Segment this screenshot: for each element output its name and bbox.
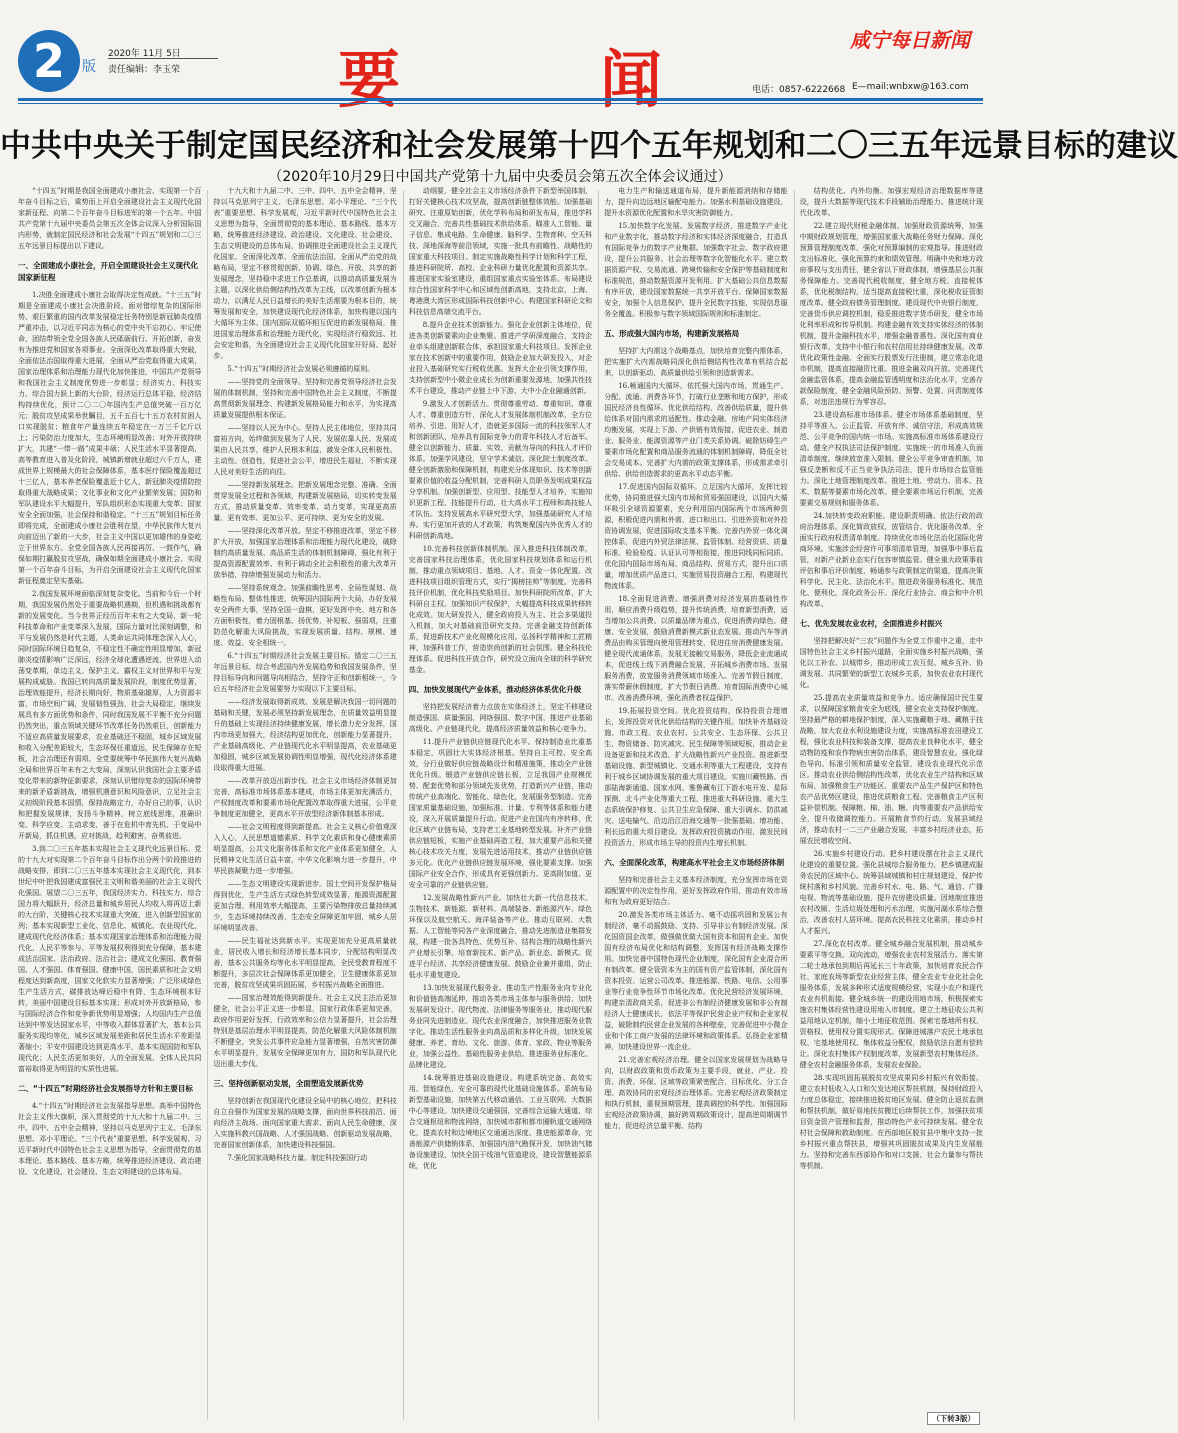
paragraph: 4.“十四五”时期经济社会发展指导思想。高举中国特色社会主义伟大旗帜，深入贯彻党的十九大和十九届二中、三中、四中、五中全会精神，坚持以马克思列宁主义、毛泽东思想、邓小平理论、“三个代表”重要思想、科学发展观、习近平新时代中国特色社会主义思想为指导，全面贯彻党的基本理论、基本路线、基本方略，统筹推进经济建设、政治建设、文化建设、社会建设、生态文明建设的总体布局。 <box>18 1102 202 1176</box>
column-divider <box>207 190 208 1420</box>
paragraph: 19.拓展投资空间。优化投资结构，保持投资合理增长，发挥投资对优化供给结构的关键作用。加快补齐基础设施、市政工程、农业农村、公共安全、生态环保、公共卫生、物资储备、防灾减灾、民生保障等领域短板，推动企业设备更新和技术改造，扩大战略性新兴产业投资。推进新型基础设施、新型城镇化、交通水利等重大工程建设，支持有利于城乡区域协调发展的重大项目建设。实施川藏铁路、西部陆海新通道、国家水网、雅鲁藏布江下游水电开发、星际探测、北斗产业化等重大工程，推进重大科研设施、重大生态系统保护修复、公共卫生应急保障、重大引调水、防洪减灾、送电输气、沿边沿江沿海交通等一批强基础、增功能、利长远的重大项目建设。发挥政府投资撬动作用，激发民间投资活力，形成市场主导的投资内生增长机制。 <box>604 707 788 847</box>
paragraph: 27.深化农村改革。健全城乡融合发展机制，推动城乡要素平等交换、双向流动，增强农业农村发展活力。落实第二轮土地承包到期后再延长三十年政策，加快培育农民合作社、家庭农场等新型农业经营主体，健全农业专业化社会化服务体系，发展多种形式适度规模经营，实现小农户和现代农业有机衔接。健全城乡统一的建设用地市场，积极探索实施农村集体经营性建设用地入市制度。建立土地征收公共利益用地认定机制，缩小土地征收范围。探索宅基地所有权、资格权、使用权分置实现形式。保障进城落户农民土地承包权、宅基地使用权、集体收益分配权，鼓励依法自愿有偿转让。深化农村集体产权制度改革，发展新型农村集体经济。健全农村金融服务体系，发展农业保险。 <box>799 940 983 1069</box>
paragraph: 16.畅通国内大循环。依托强大国内市场，贯通生产、分配、流通、消费各环节，打破行业垄断和地方保护，形成国民经济良性循环。优化供给结构，改善供给质量，提升供给体系对国内需求的适配性。推动金融、房地产同实体经济均衡发展，实现上下游、产供销有效衔接，促进农业、制造业、服务业、能源资源等产业门类关系协调。破除妨碍生产要素市场化配置和商品服务流通的体制机制障碍，降低全社会交易成本。完善扩大内需的政策支撑体系，形成需求牵引供给、供给创造需求的更高水平动态平衡。 <box>604 382 788 478</box>
text-column-1 <box>18 186 201 1426</box>
paragraph: 17.促进国内国际双循环。立足国内大循环，发挥比较优势，协同推进强大国内市场和贸易强国建设，以国内大循环吸引全球资源要素，充分利用国内国际两个市场两种资源，积极促进内需和外需、进口和出口、引进外资和对外投资协调发展，促进国际收支基本平衡。完善内外贸一体化调控体系，促进内外贸法律法规、监管体制、经营资质、质量标准、检验检疫、认证认可等相衔接，推进同线同标同质。优化国内国际市场布局、商品结构、贸易方式，提升出口质量，增加优质产品进口，实施贸易投资融合工程，构建现代物流体系。 <box>604 483 788 590</box>
article-title: 中共中央关于制定国民经济和社会发展第十四个五年规划和二〇三五年远景目标的建议 <box>0 128 1178 164</box>
paragraph: 结构优化、内外均衡。加强宏观经济治理数据库等建设，提升大数据等现代技术手段辅助治理能力。推进统计现代化改革。 <box>799 187 983 217</box>
paragraph: 8.提升企业技术创新能力。强化企业创新主体地位，促进各类创新要素向企业集聚。推进产学研深度融合，支持企业牵头组建创新联合体，承担国家重大科技项目。发挥企业家在技术创新中的重要作用，鼓励企业加大研发投入，对企业投入基础研究实行税收优惠。发挥大企业引领支撑作用，支持创新型中小微企业成长为创新重要发源地，加强共性技术平台建设，推动产业链上中下游、大中小企业融通创新。 <box>408 321 593 395</box>
paragraph: 10.完善科技创新体制机制。深入推进科技体制改革，完善国家科技治理体系，优化国家科技规划体系和运行机制，推动重点领域项目、基地、人才、资金一体化配置。改进科技项目组织管理方式，实行“揭榜挂帅”等制度。完善科技评价机制，优化科技奖励项目。加快科研院所改革，扩大科研自主权。加强知识产权保护，大幅提高科技成果转移转化成效。加大研发投入，健全政府投入为主、社会多渠道投入机制，加大对基础前沿研究支持。完善金融支持创新体系，促进新技术产业化规模化应用。弘扬科学精神和工匠精神，加强科普工作，营造崇尚创新的社会氛围。健全科技伦理体系。促进科技开放合作，研究设立面向全球的科学研究基金。 <box>408 545 593 674</box>
section-heading: 六、全面深化改革，构建高水平社会主义市场经济体制 <box>604 858 785 867</box>
paragraph: 22.建立现代财税金融体制。加强财政资源统筹，加强中期财政规划管理，增强国家重大战略任务财力保障。深化预算管理制度改革，强化对预算编制的宏观指导。推进财政支出标准化，强化预算约束和绩效管理。明确中央和地方政府事权与支出责任，健全省以下财政体制，增强基层公共服务保障能力。完善现代税收制度，健全地方税、直接税体系，优化税制结构，适当提高直接税比重，深化税收征管制度改革。健全政府债务管理制度。建设现代中央银行制度，完善货币供应调控机制，稳妥推进数字货币研发，健全市场化利率形成和传导机制。构建金融有效支持实体经济的体制机制，提升金融科技水平，增强金融普惠性。深化国有商业银行改革，支持中小银行和农村信用社持续健康发展，改革优化政策性金融。全面实行股票发行注册制，建立常态化退市机制，提高直接融资比重。推进金融双向开放。完善现代金融监管体系，提高金融监管透明度和法治化水平，完善存款保险制度，健全金融风险预防、预警、处置、问责制度体系，对违法违规行为零容忍。 <box>799 222 983 406</box>
date-divider <box>108 58 218 59</box>
section-heading: 二、“十四五”时期经济社会发展指导方针和主要目标 <box>18 1084 193 1093</box>
paragraph: 电力生产和输送通道布局，提升新能源消纳和存储能力，提升向边远地区输配电能力。加强水利基础设施建设，提升水资源优化配置和水旱灾害防御能力。 <box>604 187 788 217</box>
contact-email: E—mail:wnbxw@163.com <box>852 82 969 92</box>
masthead <box>0 0 1000 116</box>
paragraph: 28.实现巩固拓展脱贫攻坚成果同乡村振兴有效衔接。建立农村低收入人口和欠发达地区帮扶机制，保持财政投入力度总体稳定，接续推进脱贫地区发展。健全防止返贫监测和帮扶机制，做好易地扶贫搬迁后续帮扶工作，加强扶贫项目资金资产管理和监督，推动特色产业可持续发展。健全农村社会保障和救助制度。在西部地区脱贫县中集中支持一批乡村振兴重点帮扶县，增强其巩固脱贫成果及内生发展能力。坚持和完善东西部协作和对口支援、社会力量参与帮扶等机制。 <box>799 1074 983 1170</box>
section-heading: 七、优先发展农业农村，全面推进乡村振兴 <box>799 619 943 628</box>
section-heading: 三、坚持创新驱动发展，全面塑造发展新优势 <box>213 1079 364 1088</box>
text-column-3 <box>409 186 592 1426</box>
text-column-2 <box>213 186 396 1426</box>
paragraph: 动纲要，健全社会主义市场经济条件下新型举国体制，打好关键核心技术攻坚战，提高创新链整体效能。加强基础研究、注重原始创新，优化学科布局和研发布局，推进学科交叉融合，完善共性基础技术供给体系。瞄准人工智能、量子信息、集成电路、生命健康、脑科学、生物育种、空天科技、深地深海等前沿领域，实施一批具有前瞻性、战略性的国家重大科技项目。制定实施战略性科学计划和科学工程，推进科研院所、高校、企业科研力量优化配置和资源共享。推进国家实验室建设，重组国家重点实验室体系。布局建设综合性国家科学中心和区域性创新高地，支持北京、上海、粤港澳大湾区形成国际科技创新中心。构建国家科研论文和科技信息高端交流平台。 <box>408 187 593 316</box>
header-rule <box>18 98 983 101</box>
paragraph: 14.统筹推进基础设施建设。构建系统完备、高效实用、智能绿色、安全可靠的现代化基础设施体系。系统布局新型基础设施，加快第五代移动通信、工业互联网、大数据中心等建设。加快建设交通强国，完善综合运输大通道、综合交通枢纽和物流网络，加快城市群和都市圈轨道交通网络化，提高农村和边境地区交通通达深度。推进能源革命，完善能源产供储销体系，加强国内油气勘探开发，加快油气储备设施建设，加快全国干线油气管道建设，建设智慧能源系统，优化 <box>408 1074 593 1170</box>
paragraph: 11.提升产业链供应链现代化水平。保持制造业比重基本稳定，巩固壮大实体经济根基。坚持自主可控、安全高效，分行业做好供应链战略设计和精准施策，推动全产业链优化升级。锻造产业链供应链长板，立足我国产业规模优势、配套优势和部分领域先发优势，打造新兴产业链，推动传统产业高端化、智能化、绿色化，发展服务型制造。完善国家质量基础设施，加强标准、计量、专利等体系和能力建设，深入开展质量提升行动。促进产业在国内有序转移，优化区域产业链布局，支持老工业基地转型发展。补齐产业链供应链短板，实施产业基础再造工程，加大重要产品和关键核心技术攻关力度，发展先进适用技术，推动产业链供应链多元化。优化产业链供应链发展环境，强化要素支撑。加强国际产业安全合作，形成具有更强创新力、更高附加值、更安全可靠的产业链供应链。 <box>408 738 593 889</box>
page-number-badge: 2 <box>18 30 80 92</box>
text-column-4 <box>604 186 787 1426</box>
paragraph: ——改革开放迈出新步伐。社会主义市场经济体制更加完善，高标准市场体系基本建成，市场主体更加充满活力，产权制度改革和要素市场化配置改革取得重大进展，公平竞争制度更加健全，更高水平开放型经济新体制基本形成。 <box>213 777 397 818</box>
column-divider <box>794 190 795 1420</box>
text-column-5 <box>800 186 983 1426</box>
section-heading: 四、加快发展现代产业体系，推动经济体系优化升级 <box>408 685 582 694</box>
paragraph: 坚持和完善社会主义基本经济制度，充分发挥市场在资源配置中的决定性作用，更好发挥政府作用，推动有效市场和有为政府更好结合。 <box>604 876 788 906</box>
paragraph: 21.完善宏观经济治理。健全以国家发展规划为战略导向，以财政政策和货币政策为主要手段，就业、产业、投资、消费、环保、区域等政策紧密配合，目标优化、分工合理、高效协同的宏观经济治理体系。完善宏观经济政策制定和执行机制，重视预期管理，提高调控的科学性。加强国际宏观经济政策协调，搞好跨周期政策设计，提高逆周期调节能力，促进经济总量平衡、结构 <box>604 1056 788 1130</box>
paragraph: ——社会文明程度得到新提高。社会主义核心价值观深入人心，人民思想道德素质、科学文化素质和身心健康素质明显提高，公共文化服务体系和文化产业体系更加健全，人民精神文化生活日益丰富，中华文化影响力进一步提升，中华民族凝聚力进一步增强。 <box>213 823 397 875</box>
section-heading: 一、全面建成小康社会，开启全面建设社会主义现代化国家新征程 <box>18 261 198 282</box>
section-title-char-1: 要 <box>338 43 401 116</box>
section-title-char-2: 闻 <box>600 43 663 116</box>
paragraph: 25.提高农业质量效益和竞争力。适应确保国计民生要求，以保障国家粮食安全为底线，健全农业支持保护制度。坚持最严格的耕地保护制度，深入实施藏粮于地、藏粮于技战略，加大农业水利设施建设力度，实施高标准农田建设工程，强化农业科技和装备支撑，提高农业良种化水平，健全动物防疫和农作物病虫害防治体系，建设智慧农业。强化绿色导向、标准引领和质量安全监管，建设农业现代化示范区。推动农业供给侧结构性改革，优化农业生产结构和区域布局，加强粮食生产功能区、重要农产品生产保护区和特色农产品优势区建设，推进优质粮食工程。完善粮食主产区利益补偿机制。保障粮、棉、油、糖、肉等重要农产品供给安全，提升收储调控能力。开展粮食节约行动。发展县域经济，推动农村一二三产业融合发展，丰富乡村经济业态，拓展农民增收空间。 <box>799 694 983 845</box>
paragraph: 13.加快发展现代服务业。推动生产性服务业向专业化和价值链高端延伸，推动各类市场主体参与服务供给，加快发展研发设计、现代物流、法律服务等服务业，推动现代服务业同先进制造业、现代农业深度融合，加快推进服务业数字化。推动生活性服务业向高品质和多样化升级，加快发展健康、养老、育幼、文化、旅游、体育、家政、物业等服务业，加强公益性、基础性服务业供给。推进服务业标准化、品牌化建设。 <box>408 984 593 1069</box>
paragraph: ——坚持以人民为中心。坚持人民主体地位，坚持共同富裕方向，始终做到发展为了人民、发展依靠人民、发展成果由人民共享，维护人民根本利益，激发全体人民积极性、主动性、创造性，促进社会公平，增进民生福祉，不断实现人民对美好生活的向往。 <box>213 424 397 476</box>
paragraph: 15.加快数字化发展。发展数字经济，推进数字产业化和产业数字化，推动数字经济和实体经济深度融合，打造具有国际竞争力的数字产业集群。加强数字社会、数字政府建设，提升公共服务、社会治理等数字化智能化水平。建立数据资源产权、交易流通、跨境传输和安全保护等基础制度和标准规范，推动数据资源开发利用。扩大基础公共信息数据有序开放，建设国家数据统一共享开放平台。保障国家数据安全，加强个人信息保护。提升全民数字技能，实现信息服务全覆盖。积极参与数字领域国际规则和标准制定。 <box>604 222 788 318</box>
article-subtitle: （2020年10月29日中国共产党第十九届中央委员会第五次全体会议通过） <box>268 169 732 185</box>
paragraph: 5.“十四五”时期经济社会发展必须遵循的原则。 <box>227 365 375 373</box>
paragraph: ——坚持深化改革开放。坚定不移推进改革，坚定不移扩大开放，加强国家治理体系和治理能力现代化建设，破除制约高质量发展、高品质生活的体制机制障碍，强化有利于提高资源配置效率、有利于调动全社会积极性的重大改革开放举措，持续增强发展动力和活力。 <box>213 527 397 579</box>
paragraph: ——经济发展取得新成效。发展是解决我国一切问题的基础和关键，发展必须坚持新发展理念，在质量效益明显提升的基础上实现经济持续健康发展，增长潜力充分发挥，国内市场更加强大，经济结构更加优化，创新能力显著提升，产业基础高级化、产业链现代化水平明显提高，农业基础更加稳固，城乡区域发展协调性明显增强，现代化经济体系建设取得重大进展。 <box>213 698 397 772</box>
paragraph: ——坚持系统观念。加强前瞻性思考、全局性谋划、战略性布局、整体性推进，统筹国内国际两个大局，办好发展安全两件大事，坚持全国一盘棋，更好发挥中央、地方和各方面积极性，着力固根基、扬优势、补短板、强弱项，注重防范化解重大风险挑战，实现发展质量、结构、规模、速度、效益、安全相统一。 <box>213 584 397 647</box>
newspaper-name: 咸宁每日新闻 <box>850 28 970 52</box>
paragraph: 坚持扩大内需这个战略基点，加快培育完整内需体系，把实施扩大内需战略同深化供给侧结构性改革有机结合起来，以创新驱动、高质量供给引领和创造新需求。 <box>604 347 788 377</box>
paragraph: ——生态文明建设实现新进步。国土空间开发保护格局得到优化，生产生活方式绿色转型成效显著，能源资源配置更加合理、利用效率大幅提高，主要污染物排放总量持续减少，生态环境持续改善，生态安全屏障更加牢固，城乡人居环境明显改善。 <box>213 880 397 932</box>
paragraph: 坚持创新在我国现代化建设全局中的核心地位，把科技自立自强作为国家发展的战略支撑，面向世界科技前沿、面向经济主战场、面向国家重大需求、面向人民生命健康，深入实施科教兴国战略、人才强国战略、创新驱动发展战略，完善国家创新体系，加快建设科技强国。 <box>213 1097 397 1149</box>
paragraph: 1.决胜全面建成小康社会取得决定性成就。“十三五”时期是全面建成小康社会决胜阶段。面对错综复杂的国际形势、艰巨繁重的国内改革发展稳定任务特别是新冠肺炎疫情严重冲击，以习近平同志为核心的党中央不忘初心、牢记使命，团结带领全党全国各族人民砥砺前行、开拓创新，奋发有为推进党和国家各项事业。全面深化改革取得重大突破，全面依法治国取得重大进展，全面从严治党取得重大成果，国家治理体系和治理能力现代化加快推进，中国共产党领导和我国社会主义制度优势进一步彰显；经济实力、科技实力、综合国力跃上新的大台阶，经济运行总体平稳，经济结构持续优化，预计二〇二〇年国内生产总值突破一百万亿元；脱贫攻坚成果举世瞩目，五千五百七十五万农村贫困人口实现脱贫；粮食年产量连续五年稳定在一万三千亿斤以上；污染防治力度加大，生态环境明显改善；对外开放持续扩大，共建“一带一路”成果丰硕；人民生活水平显著提高，高等教育进入普及化阶段，城镇新增就业超过六千万人，建成世界上规模最大的社会保障体系，基本医疗保险覆盖超过十三亿人，基本养老保险覆盖近十亿人，新冠肺炎疫情防控取得重大战略成果；文化事业和文化产业繁荣发展；国防和军队建设水平大幅提升，军队组织形态实现重大变革；国家安全全面加强，社会保持和谐稳定。“十三五”规划目标任务即将完成，全面建成小康社会胜利在望，中华民族伟大复兴向前迈出了新的一大步，社会主义中国以更加雄伟的身姿屹立于世界东方。全党全国各族人民再接再厉、一鼓作气，确保如期打赢脱贫攻坚战，确保如期全面建成小康社会、实现第一个百年奋斗目标，为开启全面建设社会主义现代化国家新征程奠定坚实基础。 <box>18 291 202 585</box>
paragraph: 3.到二〇三五年基本实现社会主义现代化远景目标。党的十九大对实现第二个百年奋斗目标作出分两个阶段推进的战略安排，即到二〇三五年基本实现社会主义现代化，到本世纪中叶把我国建成富强民主文明和谐美丽的社会主义现代化强国。展望二〇三五年，我国经济实力、科技实力、综合国力将大幅跃升，经济总量和城乡居民人均收入将再迈上新的大台阶，关键核心技术实现重大突破，进入创新型国家前列；基本实现新型工业化、信息化、城镇化、农业现代化，建成现代化经济体系；基本实现国家治理体系和治理能力现代化，人民平等参与、平等发展权利得到充分保障，基本建成法治国家、法治政府、法治社会；建成文化强国、教育强国、人才强国、体育强国、健康中国，国民素质和社会文明程度达到新高度，国家文化软实力显著增强；广泛形成绿色生产生活方式，碳排放达峰后稳中有降，生态环境根本好转，美丽中国建设目标基本实现；形成对外开放新格局，参与国际经济合作和竞争新优势明显增强；人均国内生产总值达到中等发达国家水平，中等收入群体显著扩大，基本公共服务实现均等化，城乡区域发展差距和居民生活水平差距显著缩小；平安中国建设达到更高水平，基本实现国防和军队现代化；人民生活更加美好，人的全面发展、全体人民共同富裕取得更为明显的实质性进展。 <box>18 845 202 1073</box>
paragraph: ——国家治理效能得到新提升。社会主义民主法治更加健全，社会公平正义进一步彰显，国家行政体系更加完善，政府作用更好发挥，行政效率和公信力显著提升，社会治理特别是基层治理水平明显提高，防范化解重大风险体制机制不断健全，突发公共事件应急能力显著增强，自然灾害防御水平明显提升，发展安全保障更加有力，国防和军队现代化迈出重大步伐。 <box>213 994 397 1068</box>
paragraph: 十九大和十九届二中、三中、四中、五中全会精神，坚持以马克思列宁主义、毛泽东思想、邓小平理论、“三个代表”重要思想、科学发展观，习近平新时代中国特色社会主义思想为指导，全面贯彻党的基本理论、基本路线、基本方略，统筹推进经济建设、政治建设、文化建设、社会建设、生态文明建设的总体布局，协调推进全面建设社会主义现代化国家、全面深化改革、全面依法治国、全面从严治党的战略布局，坚定不移贯彻创新、协调、绿色、开放、共享的新发展理念，坚持稳中求进工作总基调，以推动高质量发展为主题，以深化供给侧结构性改革为主线，以改革创新为根本动力，以满足人民日益增长的美好生活需要为根本目的，统筹发展和安全，加快建设现代化经济体系，加快构建以国内大循环为主体、国内国际双循环相互促进的新发展格局，推进国家治理体系和治理能力现代化，实现经济行稳致远、社会安定和谐，为全面建设社会主义现代化国家开好局、起好步。 <box>213 187 397 360</box>
paragraph: “十四五”时期是我国全面建成小康社会、实现第一个百年奋斗目标之后，乘势而上开启全面建设社会主义现代化国家新征程、向第二个百年奋斗目标进军的第一个五年。中国共产党第十九届中央委员会第五次全体会议深入分析国际国内形势，就制定国民经济和社会发展“十四五”规划和二〇三五年远景目标提出以下建议。 <box>18 187 202 250</box>
paragraph: 坚持把解决好“三农”问题作为全党工作重中之重，走中国特色社会主义乡村振兴道路，全面实施乡村振兴战略，强化以工补农、以城带乡，推动形成工农互促、城乡互补、协调发展、共同繁荣的新型工农城乡关系，加快农业农村现代化。 <box>799 637 983 689</box>
contact-phone: 电话：0857-6222668 <box>752 85 846 95</box>
paragraph: ——坚持党的全面领导。坚持和完善党领导经济社会发展的体制机制，坚持和完善中国特色社会主义制度，不断提高贯彻新发展理念、构建新发展格局能力和水平，为实现高质量发展提供根本保证。 <box>213 378 397 419</box>
paragraph: 23.建设高标准市场体系。健全市场体系基础制度，坚持平等准入、公正监管、开放有序、诚信守法，形成高效规范、公平竞争的国内统一市场。实施高标准市场体系建设行动。健全产权执法司法保护制度。实施统一的市场准入负面清单制度。继续放宽准入限制。健全公平竞争审查机制，加强反垄断和反不正当竞争执法司法，提升市场综合监管能力。深化土地管理制度改革。推进土地、劳动力、资本、技术、数据等要素市场化改革。健全要素市场运行机制，完善要素交易规则和服务体系。 <box>799 411 983 507</box>
paragraph: ——坚持新发展理念。把新发展理念完整、准确、全面贯穿发展全过程和各领域，构建新发展格局，切实转变发展方式，推动质量变革、效率变革、动力变革，实现更高质量、更有效率、更加公平、更可持续、更为安全的发展。 <box>213 481 397 522</box>
paragraph: 24.加快转变政府职能。建设职责明确、依法行政的政府治理体系。深化简政放权、放管结合、优化服务改革，全面实行政府权责清单制度。持续优化市场化法治化国际化营商环境。实施涉企经营许可事项清单管理，加强事中事后监管，对新产业新业态实行包容审慎监管。健全重大政策事前评估和事后评价制度，畅通参与政策制定的渠道，提高决策科学化、民主化、法治化水平。推进政务服务标准化、规范化、便利化，深化政务公开。深化行业协会、商会和中介机构改革。 <box>799 512 983 608</box>
paragraph: 18.全面促进消费。增强消费对经济发展的基础性作用，顺应消费升级趋势，提升传统消费，培育新型消费，适当增加公共消费。以质量品牌为重点，促进消费向绿色、健康、安全发展，鼓励消费新模式新业态发展。推动汽车等消费品由购买管理向使用管理转变，促进住房消费健康发展。健全现代流通体系，发展无接触交易服务，降低企业流通成本，促进线上线下消费融合发展，开拓城乡消费市场。发展服务消费，放宽服务消费领域市场准入。完善节假日制度，落实带薪休假制度，扩大节假日消费。培育国际消费中心城市。改善消费环境，强化消费者权益保护。 <box>604 595 788 702</box>
paragraph: 26.实施乡村建设行动。把乡村建设摆在社会主义现代化建设的重要位置。强化县城综合服务能力，把乡镇建成服务农民的区域中心。统筹县域城镇和村庄规划建设，保护传统村落和乡村风貌。完善乡村水、电、路、气、通信、广播电视、物流等基础设施，提升农房建设质量。因地制宜推进农村改厕、生活垃圾处理和污水治理，实施河湖水系综合整治，改善农村人居环境。提高农民科技文化素质，推动乡村人才振兴。 <box>799 850 983 935</box>
continued-notice: （下转3版） <box>927 1412 980 1425</box>
header-rule-thin <box>18 103 983 104</box>
column-divider <box>598 190 599 1420</box>
page-suffix: 版 <box>82 59 96 75</box>
column-divider <box>403 190 404 1420</box>
editor-credit: 责任编辑：李玉荣 <box>108 65 181 75</box>
paragraph: ——民生福祉达到新水平。实现更加充分更高质量就业，居民收入增长和经济增长基本同步，分配结构明显改善，基本公共服务均等化水平明显提高，全民受教育程度不断提升，多层次社会保障体系更加健全，卫生健康体系更加完善，脱贫攻坚成果巩固拓展，乡村振兴战略全面推进。 <box>213 937 397 989</box>
paragraph: 坚持把发展经济着力点放在实体经济上，坚定不移建设制造强国、质量强国、网络强国、数字中国，推进产业基础高级化、产业链现代化，提高经济质量效益和核心竞争力。 <box>408 703 593 733</box>
paragraph: 2.我国发展环境面临深刻复杂变化。当前和今后一个时期，我国发展仍然处于重要战略机遇期，但机遇和挑战都有新的发展变化。当今世界正经历百年未有之大变局，新一轮科技革命和产业变革深入发展，国际力量对比深刻调整，和平与发展仍然是时代主题，人类命运共同体理念深入人心，同时国际环境日趋复杂，不稳定性不确定性明显增加，新冠肺炎疫情影响广泛深远，经济全球化遭遇逆流，世界进入动荡变革期，单边主义、保护主义、霸权主义对世界和平与发展构成威胁。我国已转向高质量发展阶段，制度优势显著，治理效能提升，经济长期向好，物质基础雄厚，人力资源丰富，市场空间广阔，发展韧性强劲，社会大局稳定，继续发展具有多方面优势和条件，同时我国发展不平衡不充分问题仍然突出，重点领域关键环节改革任务仍然艰巨，创新能力不适应高质量发展要求，农业基础还不稳固，城乡区域发展和收入分配差距较大，生态环保任重道远，民生保障存在短板，社会治理还有弱项。全党要统筹中华民族伟大复兴战略全局和世界百年未有之大变局，深刻认识我国社会主要矛盾变化带来的新特征新要求，深刻认识错综复杂的国际环境带来的新矛盾新挑战，增强机遇意识和风险意识，立足社会主义初级阶段基本国情，保持战略定力，办好自己的事，认识和把握发展规律，发扬斗争精神，树立底线思维，准确识变、科学应变、主动求变，善于在危机中育先机、于变局中开新局，抓住机遇，应对挑战，趋利避害，奋勇前进。 <box>18 590 202 840</box>
section-heading: 五、形成强大国内市场，构建新发展格局 <box>604 329 740 338</box>
issue-date: 2020年 11月 5日 <box>108 49 181 59</box>
paragraph: 9.激发人才创新活力。贯彻尊重劳动、尊重知识、尊重人才、尊重创造方针，深化人才发展体制机制改革，全方位培养、引进、用好人才，造就更多国际一流的科技领军人才和创新团队，培养具有国际竞争力的青年科技人才后备军。健全以创新能力、质量、实效、贡献为导向的科技人才评价体系。加强学风建设，坚守学术诚信。深化院士制度改革。健全创新激励和保障机制，构建充分体现知识、技术等创新要素价值的收益分配机制，完善科研人员职务发明成果权益分享机制。加强创新型、应用型、技能型人才培养，实施知识更新工程、技能提升行动，壮大高水平工程师和高技能人才队伍。支持发展高水平研究型大学，加强基础研究人才培养。实行更加开放的人才政策，构筑集聚国内外优秀人才的科研创新高地。 <box>408 400 593 540</box>
paragraph: 6.“十四五”时期经济社会发展主要目标。锚定二〇三五年远景目标，综合考虑国内外发展趋势和我国发展条件，坚持目标导向和问题导向相结合，坚持守正和创新相统一，今后五年经济社会发展要努力实现以下主要目标。 <box>213 652 397 693</box>
paragraph: 7.强化国家战略科技力量。制定科技强国行动 <box>227 1154 368 1162</box>
article-body <box>18 186 983 1426</box>
paragraph: 20.激发各类市场主体活力。毫不动摇巩固和发展公有制经济，毫不动摇鼓励、支持、引导非公有制经济发展。深化国资国企改革，做强做优做大国有资本和国有企业。加快国有经济布局优化和结构调整，发挥国有经济战略支撑作用。加快完善中国特色现代企业制度，深化国有企业混合所有制改革。健全管资本为主的国有资产监管体制，深化国有资本投资、运营公司改革。推进能源、铁路、电信、公用事业等行业竞争性环节市场化改革。优化民营经济发展环境，构建亲清政商关系，促进非公有制经济健康发展和非公有制经济人士健康成长，依法平等保护民营企业产权和企业家权益，破除制约民营企业发展的各种壁垒，完善促进中小微企业和个体工商户发展的法律环境和政策体系。弘扬企业家精神，加快建设世界一流企业。 <box>604 911 788 1051</box>
paragraph: 12.发展战略性新兴产业。加快壮大新一代信息技术、生物技术、新能源、新材料、高端装备、新能源汽车、绿色环保以及航空航天、海洋装备等产业。推动互联网、大数据、人工智能等同各产业深度融合，推动先进制造业集群发展，构建一批各具特色、优势互补、结构合理的战略性新兴产业增长引擎，培育新技术、新产品、新业态、新模式。促进平台经济、共享经济健康发展。鼓励企业兼并重组，防止低水平重复建设。 <box>408 894 593 979</box>
